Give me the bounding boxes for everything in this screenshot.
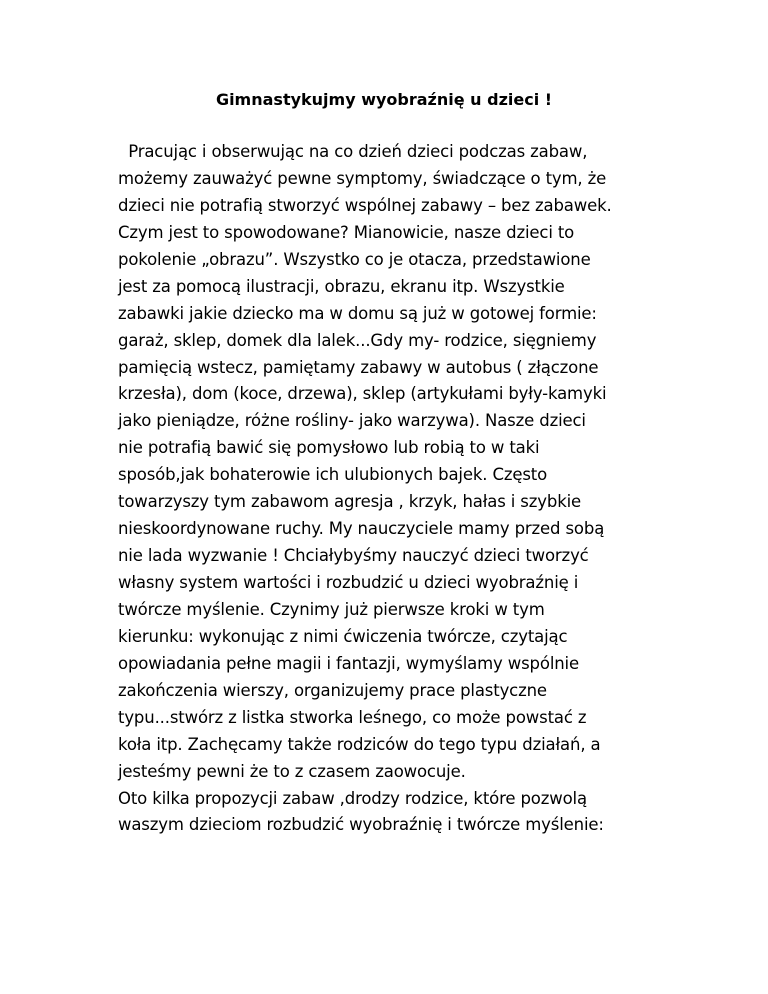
body-text-line: towarzyszy tym zabawom agresja , krzyk, hałas i szybkie (118, 492, 582, 512)
body-text-line: opowiadania pełne magii i fantazji, wymyślamy wspólnie (118, 653, 579, 673)
body-text-line: nieskoordynowane ruchy. My nauczyciele mamy przed sobą (118, 519, 605, 539)
body-text-line: nie potrafią bawić się pomysłowo lub robią to w taki (118, 438, 540, 458)
body-text-line: koła itp. Zachęcamy także rodziców do tego typu działań, a (118, 734, 601, 754)
body-text-line: Oto kilka propozycji zabaw ,drodzy rodzice, które pozwolą (118, 788, 587, 808)
body-text-line: dzieci nie potrafią stworzyć wspólnej zabawy – bez zabawek. (118, 195, 612, 215)
body-text-line: jest za pomocą ilustracji, obrazu, ekranu itp. Wszystkie (118, 276, 565, 296)
document-title: Gimnastykujmy wyobraźnię u dzieci ! (215, 90, 553, 109)
body-text-line: pamięcią wstecz, pamiętamy zabawy w autobus ( złączone (118, 357, 599, 377)
body-text-line: sposób,jak bohaterowie ich ulubionych bajek. Często (118, 465, 548, 485)
body-text-line: zakończenia wierszy, organizujemy prace plastyczne (118, 680, 547, 700)
body-text-line: waszym dzieciom rozbudzić wyobraźnię i twórcze myślenie: (118, 815, 604, 835)
body-text-line: kierunku: wykonując z nimi ćwiczenia twórcze, czytając (118, 626, 568, 646)
body-text-line: jako pieniądze, różne rośliny- jako warzywa). Nasze dzieci (118, 411, 586, 431)
body-text-line: garaż, sklep, domek dla lalek...Gdy my- rodzice, sięgniemy (118, 330, 597, 350)
body-text-line: Pracując i obserwując na co dzień dzieci podczas zabaw, (118, 142, 588, 161)
body-text-line: zabawki jakie dziecko ma w domu są już w gotowej formie: (118, 303, 597, 323)
body-text-line: własny system wartości i rozbudzić u dzieci wyobraźnię i (118, 573, 579, 592)
body-text-line: typu...stwórz z listka stworka leśnego, co może powstać z (118, 707, 587, 727)
body-text-line: nie lada wyzwanie ! Chciałybyśmy nauczyć dzieci tworzyć (118, 546, 589, 566)
document-body (118, 139, 698, 839)
body-text-line: pokolenie „obrazu”. Wszystko co je otacza, przedstawione (118, 249, 591, 269)
body-text-line: krzesła), dom (koce, drzewa), sklep (artykułami były-kamyki (118, 384, 607, 404)
body-text-line: twórcze myślenie. Czynimy już pierwsze kroki w tym (118, 599, 545, 619)
body-text-line: jesteśmy pewni że to z czasem zaowocuje. (118, 761, 466, 781)
body-text-line: Czym jest to spowodowane? Mianowicie, nasze dzieci to (118, 222, 575, 242)
body-text-line: możemy zauważyć pewne symptomy, świadczące o tym, że (118, 168, 607, 188)
